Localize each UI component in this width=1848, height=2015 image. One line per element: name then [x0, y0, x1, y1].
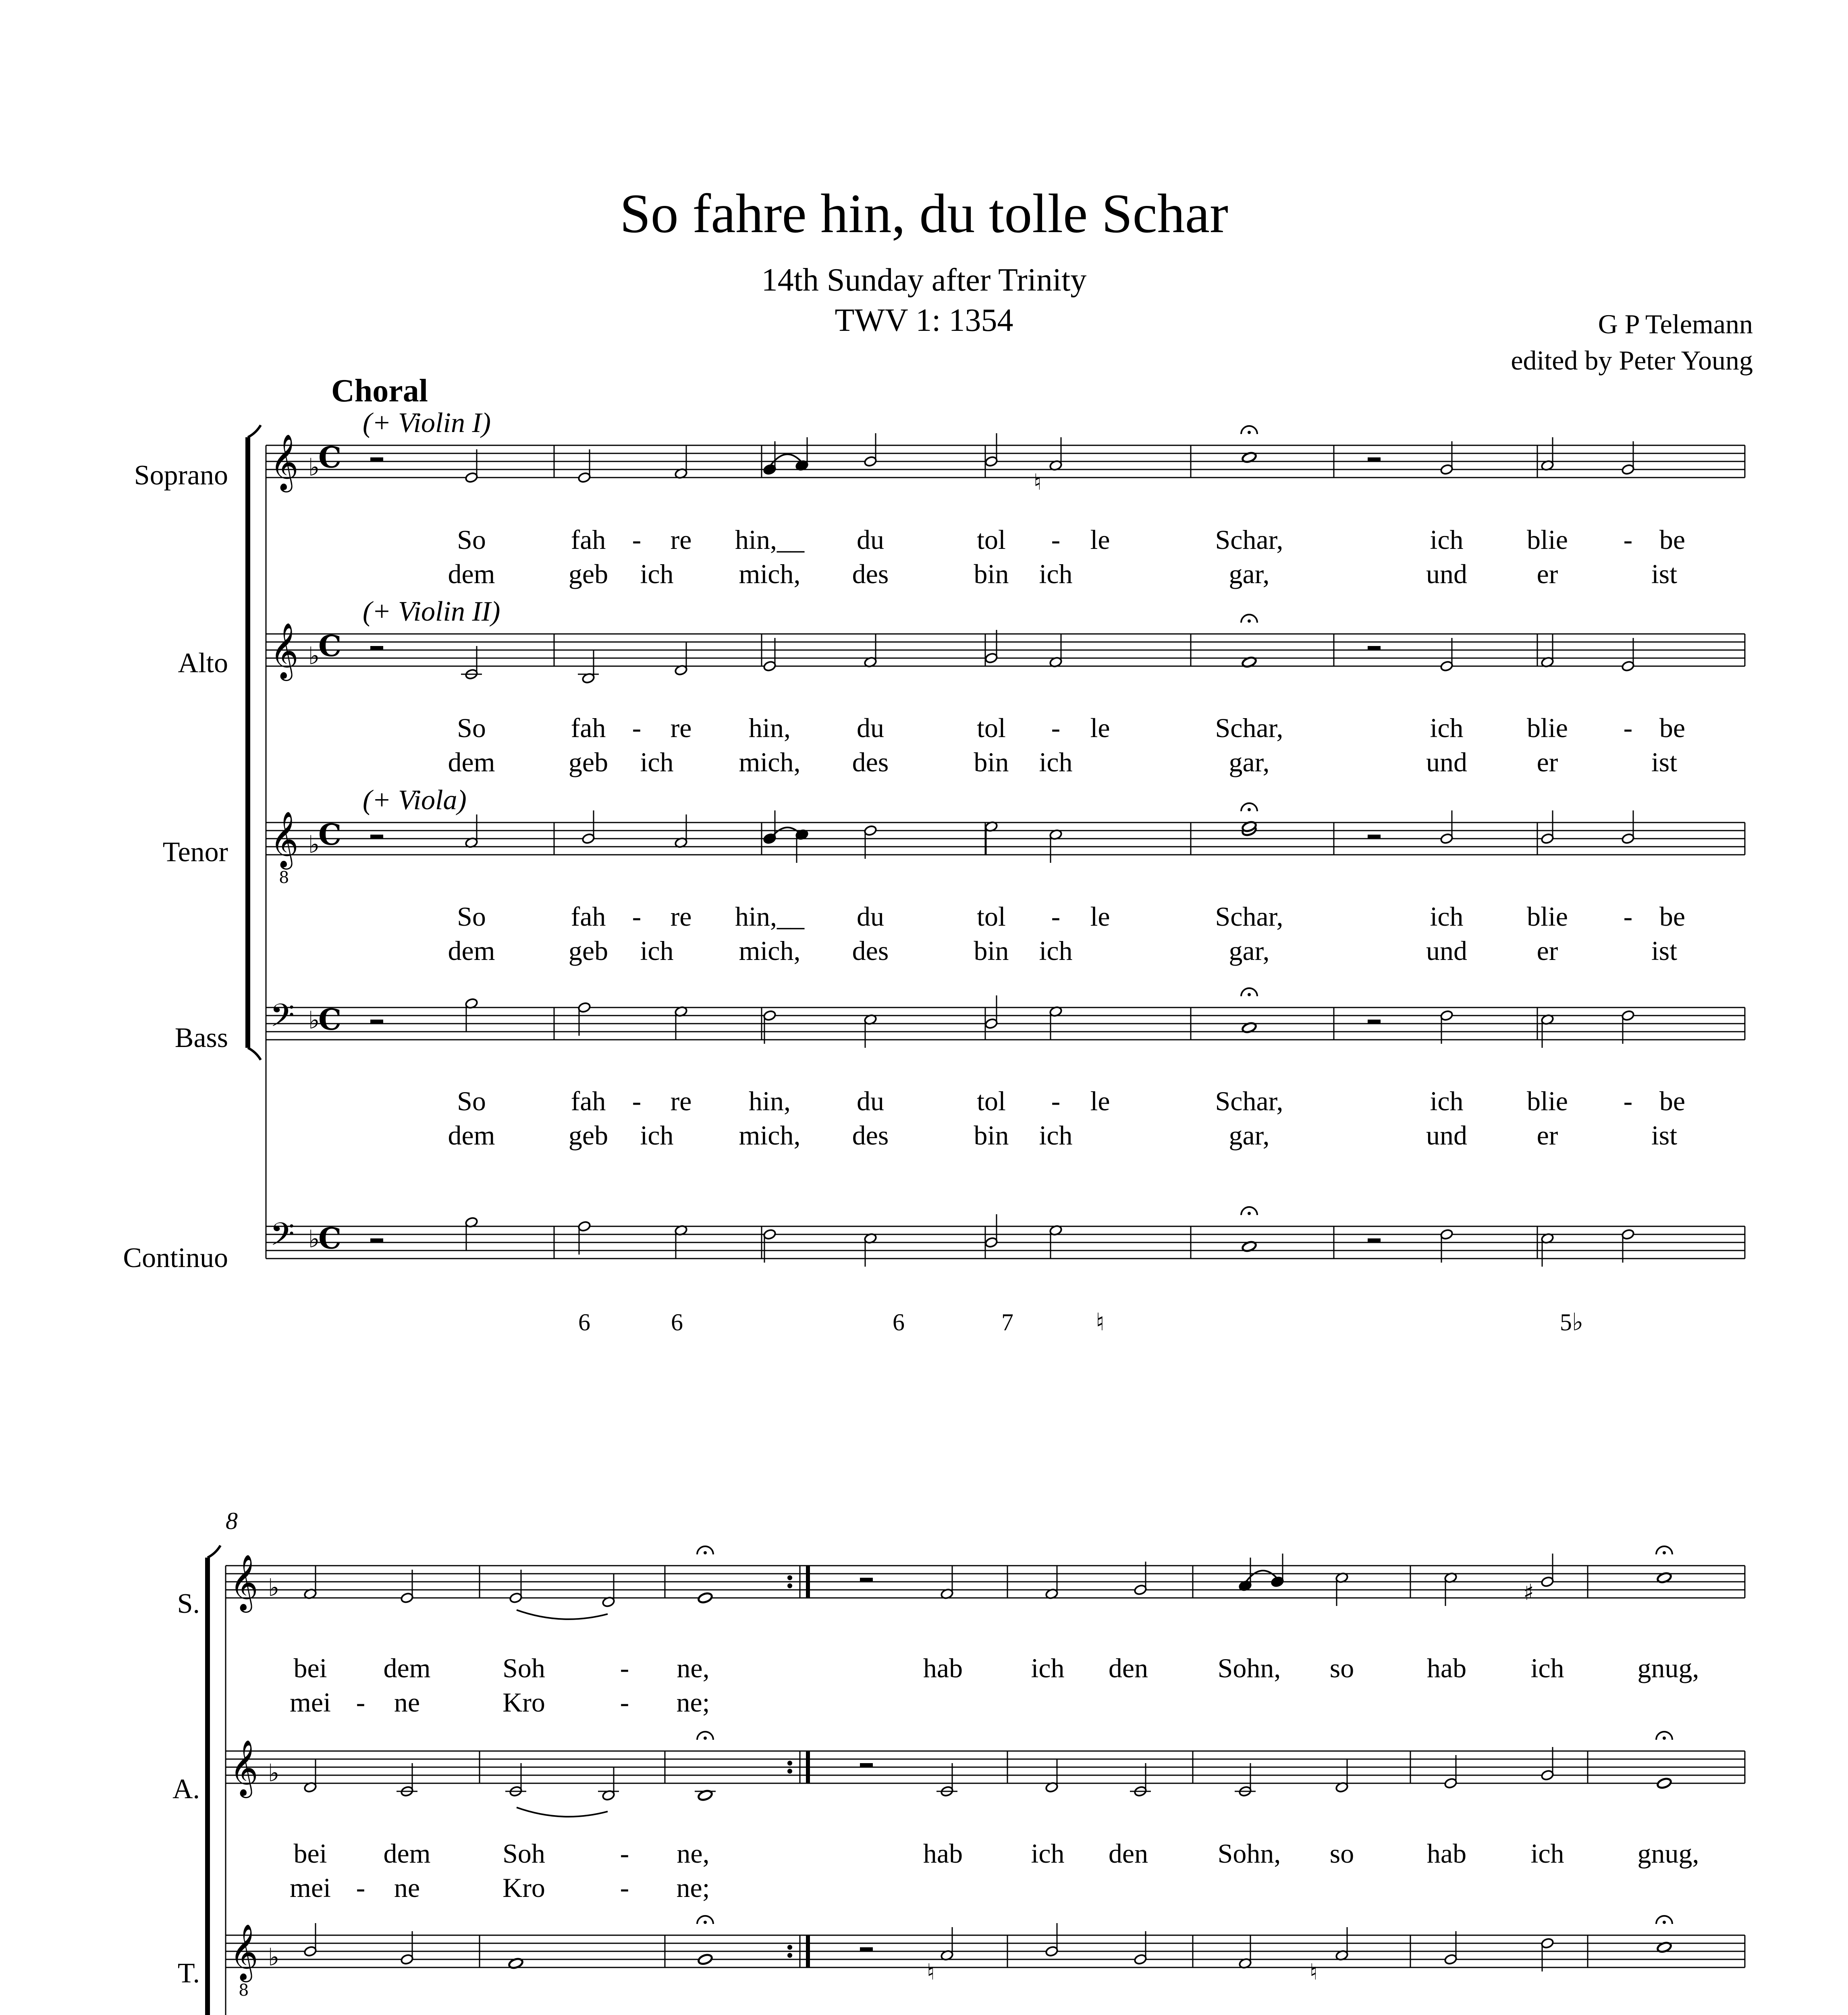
- fermata: [704, 1551, 707, 1554]
- lyric-syllable: er: [1537, 747, 1558, 777]
- lyric-syllable: bin: [974, 1120, 1009, 1151]
- lyric-syllable: -: [1623, 901, 1633, 932]
- lyric-syllable: er: [1537, 935, 1558, 966]
- figured-bass-figure: 5♭: [1559, 1309, 1584, 1336]
- treble-clef: 𝄞: [270, 623, 299, 679]
- lyric-syllable: du: [857, 524, 884, 555]
- lyric-syllable: dem: [448, 747, 495, 777]
- figured-bass-figure: 6: [578, 1309, 590, 1336]
- lyric-syllable: hab: [1426, 1838, 1467, 1869]
- lyric-syllable: tol: [977, 713, 1006, 743]
- lyric-syllable: hin,__: [735, 901, 804, 932]
- lyric-syllable: hab: [923, 1838, 963, 1869]
- doubling-soprano: (+ Violin I): [363, 407, 491, 438]
- lyric-syllable: bei: [293, 1838, 327, 1869]
- note-head: [698, 1953, 713, 1965]
- key-signature-flat: ♭: [268, 1943, 280, 1971]
- fermata: [1663, 1737, 1666, 1740]
- lyric-syllable: Schar,: [1215, 713, 1283, 743]
- treble-clef: 𝄞: [230, 1740, 258, 1796]
- lyric-syllable: mei: [290, 1872, 331, 1903]
- part-abbr-soprano: S.: [177, 1588, 200, 1619]
- key-signature-flat: ♭: [308, 1225, 320, 1253]
- lyric-syllable: geb: [568, 559, 608, 589]
- key-signature-flat: ♭: [268, 1574, 280, 1602]
- lyric-syllable: dem: [448, 559, 495, 589]
- section-label: Choral: [331, 373, 428, 409]
- lyric-syllable: du: [857, 901, 884, 932]
- figured-bass-figure: 7: [1001, 1309, 1013, 1336]
- lyric-syllable: Sohn,: [1217, 1838, 1281, 1869]
- lyric-syllable: -: [356, 1687, 365, 1718]
- lyric-syllable: -: [620, 1653, 629, 1683]
- lyric-syllable: ich: [1039, 747, 1073, 777]
- system-bracket: [248, 1048, 261, 1060]
- lyric-syllable: -: [632, 713, 642, 743]
- fermata: [1248, 431, 1251, 434]
- doubling-alto: (+ Violin II): [363, 596, 500, 627]
- lyric-syllable: ne: [394, 1872, 420, 1903]
- system-bracket: [248, 425, 261, 437]
- lyric-syllable: ist: [1651, 1120, 1678, 1151]
- lyric-syllable: so: [1329, 1653, 1354, 1683]
- treble-clef: 𝄞: [270, 811, 299, 867]
- lyric-syllable: ich: [1031, 1653, 1065, 1683]
- lyric-syllable: re: [670, 901, 692, 932]
- doubling-tenor: (+ Viola): [363, 785, 467, 816]
- lyric-syllable: du: [857, 1086, 884, 1116]
- lyric-syllable: tol: [977, 901, 1006, 932]
- lyric-syllable: so: [1329, 1838, 1354, 1869]
- lyric-syllable: du: [857, 713, 884, 743]
- repeat-dot: [787, 1583, 792, 1588]
- lyric-syllable: fah: [571, 524, 606, 555]
- lyric-syllable: ist: [1651, 747, 1678, 777]
- lyric-syllable: be: [1659, 1086, 1686, 1116]
- lyric-syllable: und: [1426, 935, 1467, 966]
- lyric-syllable: des: [852, 747, 889, 777]
- lyric-syllable: ich: [1430, 524, 1464, 555]
- accidental: ♮: [1034, 469, 1042, 495]
- lyric-syllable: ich: [1039, 1120, 1073, 1151]
- lyric-syllable: -: [632, 524, 642, 555]
- lyric-syllable: Schar,: [1215, 901, 1283, 932]
- lyric-syllable: gar,: [1229, 747, 1270, 777]
- lyric-syllable: ich: [1039, 559, 1073, 589]
- lyric-syllable: ne;: [676, 1872, 710, 1903]
- fermata: [704, 1737, 707, 1740]
- lyric-syllable: gar,: [1229, 559, 1270, 589]
- figured-bass-figure: 6: [671, 1309, 683, 1336]
- lyric-syllable: gnug,: [1637, 1838, 1699, 1869]
- lyric-syllable: ne;: [676, 1687, 710, 1718]
- lyric-syllable: mich,: [739, 747, 801, 777]
- lyric-syllable: -: [620, 1838, 629, 1869]
- lyric-syllable: dem: [448, 935, 495, 966]
- figured-bass-figure: ♮: [1096, 1309, 1105, 1336]
- lyric-syllable: bin: [974, 747, 1009, 777]
- treble-clef: 𝄞: [230, 1924, 258, 1980]
- lyric-syllable: Schar,: [1215, 524, 1283, 555]
- lyric-syllable: blie: [1527, 713, 1568, 743]
- accidental: ♯: [1523, 1579, 1534, 1605]
- octave-marking: 8: [279, 868, 289, 887]
- lyric-syllable: So: [457, 901, 486, 932]
- lyric-syllable: So: [457, 713, 486, 743]
- time-signature: C: [318, 440, 342, 474]
- note-head: [698, 1592, 713, 1604]
- lyric-syllable: le: [1090, 901, 1110, 932]
- lyric-syllable: ich: [640, 559, 674, 589]
- fermata: [1248, 808, 1251, 811]
- lyric-syllable: re: [670, 524, 692, 555]
- lyric-syllable: ich: [1031, 1838, 1065, 1869]
- page-subtitle: 14th Sunday after Trinity: [761, 262, 1087, 298]
- time-signature: C: [318, 1221, 342, 1255]
- part-name-continuo: Continuo: [123, 1242, 228, 1273]
- lyric-syllable: mich,: [739, 1120, 801, 1151]
- lyric-syllable: ich: [1530, 1653, 1564, 1683]
- lyric-syllable: des: [852, 1120, 889, 1151]
- bass-clef: 𝄢: [270, 997, 295, 1042]
- lyric-syllable: des: [852, 935, 889, 966]
- time-signature: C: [318, 817, 342, 852]
- lyric-syllable: le: [1090, 713, 1110, 743]
- lyric-syllable: ich: [1039, 935, 1073, 966]
- accidental: ♮: [927, 1959, 935, 1985]
- repeat-dot: [787, 1761, 792, 1766]
- lyric-syllable: bei: [293, 1653, 327, 1683]
- lyric-syllable: ne: [394, 1687, 420, 1718]
- lyric-syllable: dem: [448, 1120, 495, 1151]
- part-name-bass: Bass: [174, 1022, 228, 1053]
- lyric-syllable: le: [1090, 524, 1110, 555]
- repeat-dot: [787, 1953, 792, 1958]
- lyric-syllable: -: [632, 1086, 642, 1116]
- lyric-syllable: re: [670, 1086, 692, 1116]
- lyric-syllable: fah: [571, 901, 606, 932]
- lyric-syllable: -: [1623, 713, 1633, 743]
- part-name-soprano: Soprano: [134, 460, 228, 491]
- lyric-syllable: -: [1051, 524, 1061, 555]
- lyric-syllable: Soh: [502, 1838, 545, 1869]
- lyric-syllable: den: [1108, 1653, 1148, 1683]
- repeat-dot: [787, 1769, 792, 1774]
- lyric-syllable: geb: [568, 747, 608, 777]
- part-abbr-tenor: T.: [177, 1958, 200, 1989]
- lyric-syllable: -: [632, 901, 642, 932]
- time-signature: C: [318, 629, 342, 663]
- lyric-syllable: Kro: [502, 1687, 545, 1718]
- key-signature-flat: ♭: [308, 453, 320, 482]
- note-head: [1657, 1777, 1672, 1789]
- lyric-syllable: er: [1537, 1120, 1558, 1151]
- lyric-syllable: bin: [974, 559, 1009, 589]
- lyric-syllable: blie: [1527, 524, 1568, 555]
- lyric-syllable: le: [1090, 1086, 1110, 1116]
- lyric-syllable: ich: [1430, 901, 1464, 932]
- fermata: [1248, 993, 1251, 996]
- lyric-syllable: Sohn,: [1217, 1653, 1281, 1683]
- lyric-syllable: Soh: [502, 1653, 545, 1683]
- lyric-syllable: -: [1051, 713, 1061, 743]
- lyric-syllable: ne,: [677, 1838, 710, 1869]
- lyric-syllable: So: [457, 1086, 486, 1116]
- lyric-syllable: re: [670, 713, 692, 743]
- lyric-syllable: ist: [1651, 559, 1678, 589]
- repeat-dot: [787, 1575, 792, 1580]
- lyric-syllable: mich,: [739, 559, 801, 589]
- lyric-syllable: be: [1659, 524, 1686, 555]
- measure-number: 8: [226, 1508, 238, 1534]
- lyric-syllable: -: [1051, 1086, 1061, 1116]
- lyric-syllable: und: [1426, 559, 1467, 589]
- lyric-syllable: -: [1051, 901, 1061, 932]
- slur: [517, 1807, 608, 1817]
- lyric-syllable: gnug,: [1637, 1653, 1699, 1683]
- lyric-syllable: und: [1426, 747, 1467, 777]
- fermata: [1663, 1551, 1666, 1554]
- lyric-syllable: bin: [974, 935, 1009, 966]
- lyric-syllable: fah: [571, 713, 606, 743]
- key-signature-flat: ♭: [308, 642, 320, 670]
- lyric-syllable: -: [1623, 1086, 1633, 1116]
- slur: [517, 1610, 608, 1619]
- lyric-syllable: ich: [1430, 1086, 1464, 1116]
- lyric-syllable: -: [620, 1687, 629, 1718]
- part-abbr-alto: A.: [172, 1774, 200, 1805]
- lyric-syllable: blie: [1527, 901, 1568, 932]
- bass-clef: 𝄢: [270, 1216, 295, 1261]
- lyric-syllable: hab: [923, 1653, 963, 1683]
- lyric-syllable: ich: [640, 1120, 674, 1151]
- lyric-syllable: be: [1659, 713, 1686, 743]
- fermata: [1248, 1212, 1251, 1215]
- fermata: [704, 1921, 707, 1924]
- lyric-syllable: ne,: [677, 1653, 710, 1683]
- page-title: So fahre hin, du tolle Schar: [620, 183, 1228, 244]
- lyric-syllable: hab: [1426, 1653, 1467, 1683]
- lyric-syllable: -: [1623, 524, 1633, 555]
- lyric-syllable: gar,: [1229, 1120, 1270, 1151]
- lyric-syllable: -: [356, 1872, 365, 1903]
- part-name-alto: Alto: [178, 648, 228, 679]
- editor: edited by Peter Young: [1511, 345, 1753, 376]
- lyric-syllable: und: [1426, 1120, 1467, 1151]
- lyric-syllable: Schar,: [1215, 1086, 1283, 1116]
- time-signature: C: [318, 1002, 342, 1037]
- fermata: [1248, 619, 1251, 623]
- part-name-tenor: Tenor: [162, 837, 228, 868]
- lyric-syllable: den: [1108, 1838, 1148, 1869]
- lyric-syllable: dem: [383, 1838, 431, 1869]
- lyric-syllable: be: [1659, 901, 1686, 932]
- composer: G P Telemann: [1598, 309, 1753, 339]
- catalog-number: TWV 1: 1354: [835, 303, 1013, 338]
- lyric-syllable: -: [620, 1872, 629, 1903]
- lyric-syllable: ich: [640, 747, 674, 777]
- lyric-syllable: des: [852, 559, 889, 589]
- lyric-syllable: ich: [640, 935, 674, 966]
- lyric-syllable: blie: [1527, 1086, 1568, 1116]
- lyric-syllable: hin,: [749, 1086, 791, 1116]
- lyric-syllable: er: [1537, 559, 1558, 589]
- lyric-syllable: geb: [568, 935, 608, 966]
- lyric-syllable: gar,: [1229, 935, 1270, 966]
- lyric-syllable: geb: [568, 1120, 608, 1151]
- lyric-syllable: tol: [977, 1086, 1006, 1116]
- key-signature-flat: ♭: [308, 1006, 320, 1035]
- lyric-syllable: tol: [977, 524, 1006, 555]
- fermata: [1663, 1921, 1666, 1924]
- lyric-syllable: ist: [1651, 935, 1678, 966]
- lyric-syllable: So: [457, 524, 486, 555]
- key-signature-flat: ♭: [308, 831, 320, 859]
- figured-bass-figure: 6: [893, 1309, 905, 1336]
- lyric-syllable: hin,__: [735, 524, 804, 555]
- octave-marking: 8: [239, 1981, 249, 2000]
- lyric-syllable: dem: [383, 1653, 431, 1683]
- lyric-syllable: Kro: [502, 1872, 545, 1903]
- lyric-syllable: ich: [1430, 713, 1464, 743]
- treble-clef: 𝄞: [270, 434, 299, 490]
- repeat-dot: [787, 1945, 792, 1950]
- key-signature-flat: ♭: [268, 1759, 280, 1787]
- system-bracket: [208, 1546, 220, 1558]
- treble-clef: 𝄞: [230, 1554, 258, 1610]
- lyric-syllable: mich,: [739, 935, 801, 966]
- lyric-syllable: ich: [1530, 1838, 1564, 1869]
- lyric-syllable: fah: [571, 1086, 606, 1116]
- accidental: ♮: [1310, 1959, 1318, 1985]
- lyric-syllable: mei: [290, 1687, 331, 1718]
- lyric-syllable: hin,: [749, 713, 791, 743]
